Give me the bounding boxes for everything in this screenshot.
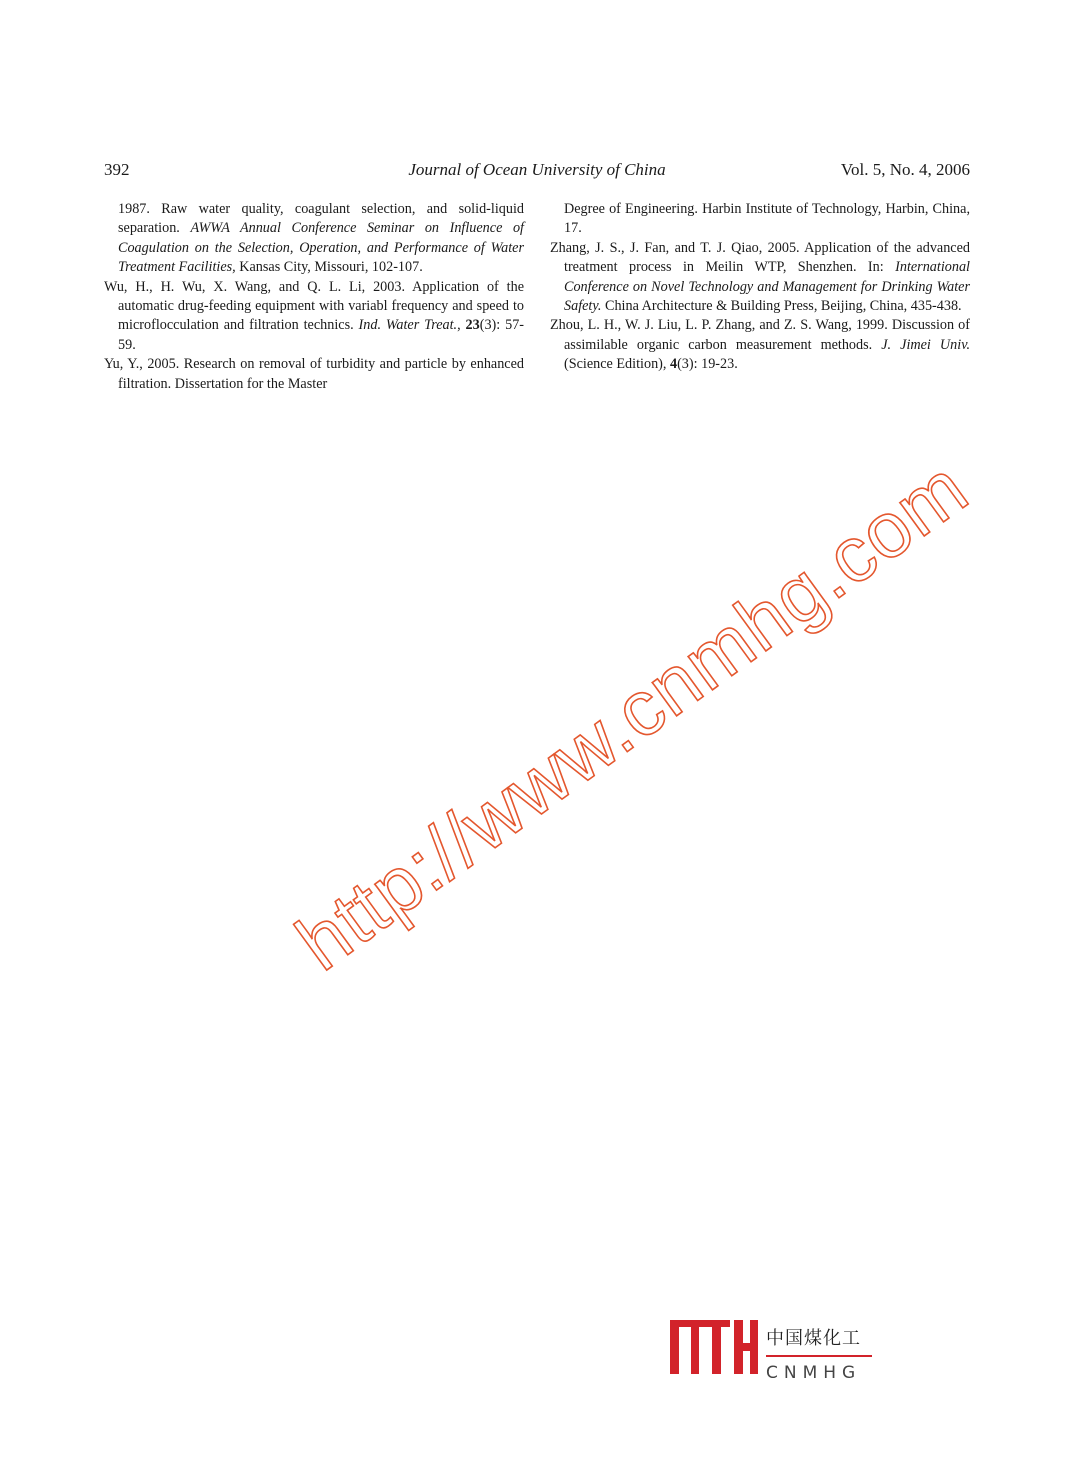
watermark-url: http://www.cnmhg.com [280,442,984,988]
reference-yu [104,355,524,394]
page-number: 392 [104,160,130,179]
ref-text: (3): 19-23. [677,356,738,373]
ref-text: China Architecture & Building Press, Beijing, China, 435-438. [601,298,962,315]
ref-text: Yu, Y., 2005. Research on removal of turbidity and particle by enhanced filtration. Dissertation for the Master [104,356,524,392]
logo-divider [766,1355,872,1357]
ref-text: 1987. Raw water quality, coagulant selection, and solid-liquid separation. [118,201,524,237]
ref-text: (Science Edition), [564,356,670,373]
ref-text: (3): 57-59. [118,317,525,353]
reference-continued [104,200,524,278]
ref-text: , [457,317,466,334]
logo-text [766,1324,872,1383]
cnmhg-logo [668,1318,908,1382]
logo-english: CNMHG [766,1363,862,1383]
reference-continued [550,200,970,239]
page-header [104,160,970,184]
references-left-column [104,200,524,394]
reference-zhou [550,316,970,374]
reference-zhang [550,239,970,317]
ref-text: Zhang, J. S., J. Fan, and T. J. Qiao, 2005. Application of the advanced treatment process in Meilin WTP, Shenzhen. In: [550,239,970,276]
journal-title: Journal of Ocean University of China [408,160,666,179]
ref-text: Kansas City, Missouri, 102-107. [235,259,423,276]
ref-source-title: International Conference on Novel Technology and Management for Drinking Water Safety. [564,259,970,315]
ref-volume: 4 [669,356,678,373]
ref-volume: 23 [465,317,480,334]
ref-text: Zhou, L. H., W. J. Liu, L. P. Zhang, and Z. S. Wang, 1999. Discussion of assimilable organic carbon measurement methods. [550,317,970,353]
logo-chinese: 中国煤化工 [766,1328,861,1349]
ref-journal: Ind. Water Treat. [358,317,458,334]
mh-logo-icon [668,1318,760,1376]
references-right-column [550,200,970,375]
volume-info: Vol. 5, No. 4, 2006 [840,160,970,179]
ref-source-title: AWWA Annual Conference Seminar on Influence of Coagulation on the Selection, Operation, and Performance of Water Treatment Facilities, [118,220,524,276]
ref-journal: J. Jimei Univ. [881,336,970,353]
ref-text: Degree of Engineering. Harbin Institute of Technology, Harbin, China, 17. [564,201,970,237]
ref-text: Wu, H., H. Wu, X. Wang, and Q. L. Li, 2003. Application of the automatic drug-feeding equipment with variabl frequency and speed to microflocculation and filtration technics. [104,278,524,334]
reference-wu [104,278,524,356]
